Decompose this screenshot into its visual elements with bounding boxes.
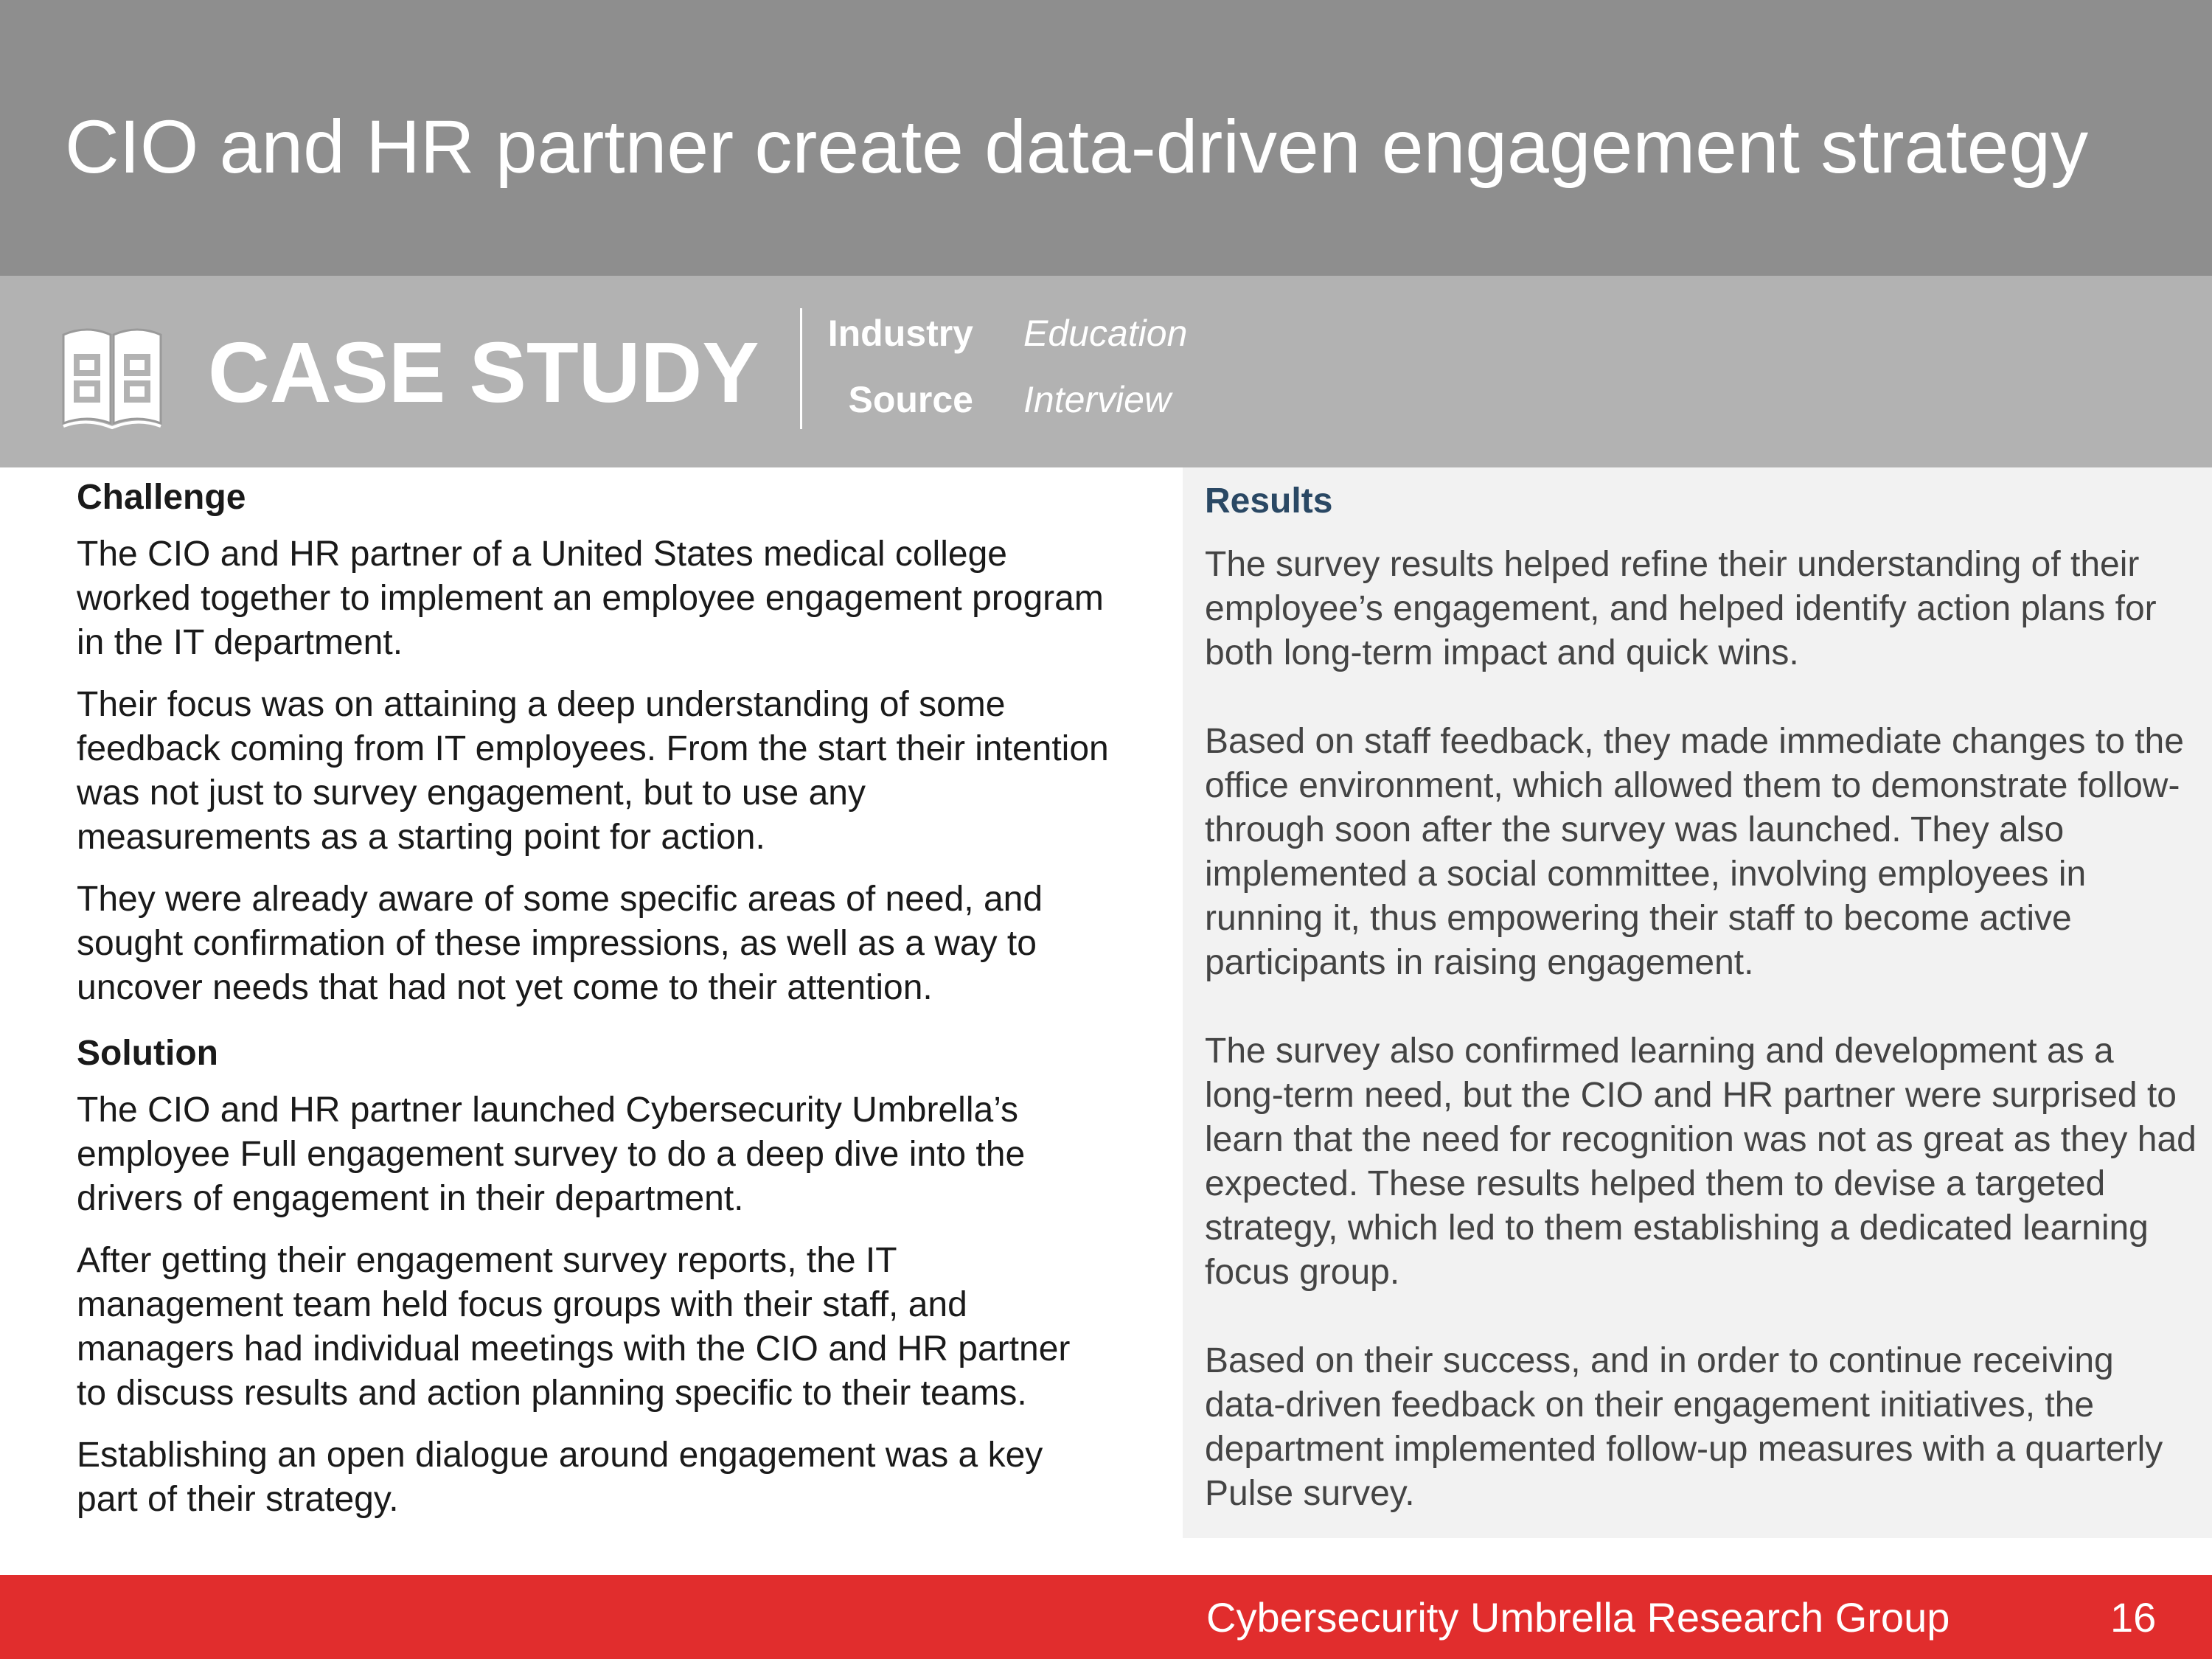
solution-paragraph: After getting their engagement survey reports, the IT management team held focus groups with their staff, and managers had individual meetings with the CIO and HR partner to discuss results and action planning specific to their teams. bbox=[77, 1241, 1071, 1413]
title-bar bbox=[0, 0, 2212, 276]
source-value: Interview bbox=[1023, 379, 1172, 420]
solution-paragraph: Establishing an open dialogue around engagement was a key part of their strategy. bbox=[77, 1436, 1043, 1519]
industry-key: Industry bbox=[827, 313, 973, 354]
solution-paragraph: The CIO and HR partner launched Cybersecurity Umbrella’s employee Full engagement survey to do a deep dive into the drivers of engagement in their department. bbox=[77, 1091, 1026, 1218]
left-column bbox=[77, 472, 1109, 1540]
footer-org: Cybersecurity Umbrella Research Group bbox=[1206, 1594, 1950, 1641]
footer-bar bbox=[0, 1575, 2212, 1659]
book-icon bbox=[59, 323, 165, 434]
challenge-paragraph: They were already aware of some specific areas of need, and sought confirmation of these impressions, as well as a way to uncover needs that had not yet come to their attention. bbox=[77, 880, 1043, 1007]
results-paragraph: Based on staff feedback, they made immediate changes to the office environment, which allowed them to demonstrate follow-through soon after the survey was launched. They also implemented a social committee, involving employees in running it, thus empowering their staff to become active participants in raising engagement. bbox=[1205, 722, 2184, 982]
results-paragraph: The survey also confirmed learning and development as a long-term need, but the CIO and HR partner were surprised to learn that the need for recognition was not as great as they had expected. These results helped them to devise a targeted strategy, which led to them establishing a dedicated learning focus group. bbox=[1205, 1032, 2197, 1292]
challenge-heading: Challenge bbox=[77, 478, 246, 517]
page-title: CIO and HR partner create data-driven engagement strategy bbox=[65, 105, 2089, 189]
results-paragraph: Based on their success, and in order to continue receiving data-driven feedback on their engagement initiatives, the department implemented follow-up measures with a quarterly Pulse survey. bbox=[1205, 1341, 2163, 1513]
results-body bbox=[1205, 543, 2200, 1560]
source-key: Source bbox=[848, 379, 973, 420]
case-study-label: CASE STUDY bbox=[208, 324, 759, 420]
results-paragraph: The survey results helped refine their understanding of their employee’s engagement, and helped identify action plans for both long-term impact and quick wins. bbox=[1205, 545, 2157, 672]
results-heading: Results bbox=[1205, 481, 1333, 521]
results-panel bbox=[1183, 467, 2212, 1538]
challenge-paragraph: The CIO and HR partner of a United States medical college worked together to implement an employee engagement program in the IT department. bbox=[77, 535, 1104, 662]
page-number: 16 bbox=[2110, 1594, 2157, 1641]
solution-heading: Solution bbox=[77, 1034, 218, 1073]
industry-value: Education bbox=[1023, 313, 1188, 354]
challenge-paragraph: Their focus was on attaining a deep understanding of some feedback coming from IT employees. From the start their intention was not just to survey engagement, but to use any measurements as a starting point for action. bbox=[77, 685, 1109, 857]
case-study-bar bbox=[0, 276, 2212, 467]
